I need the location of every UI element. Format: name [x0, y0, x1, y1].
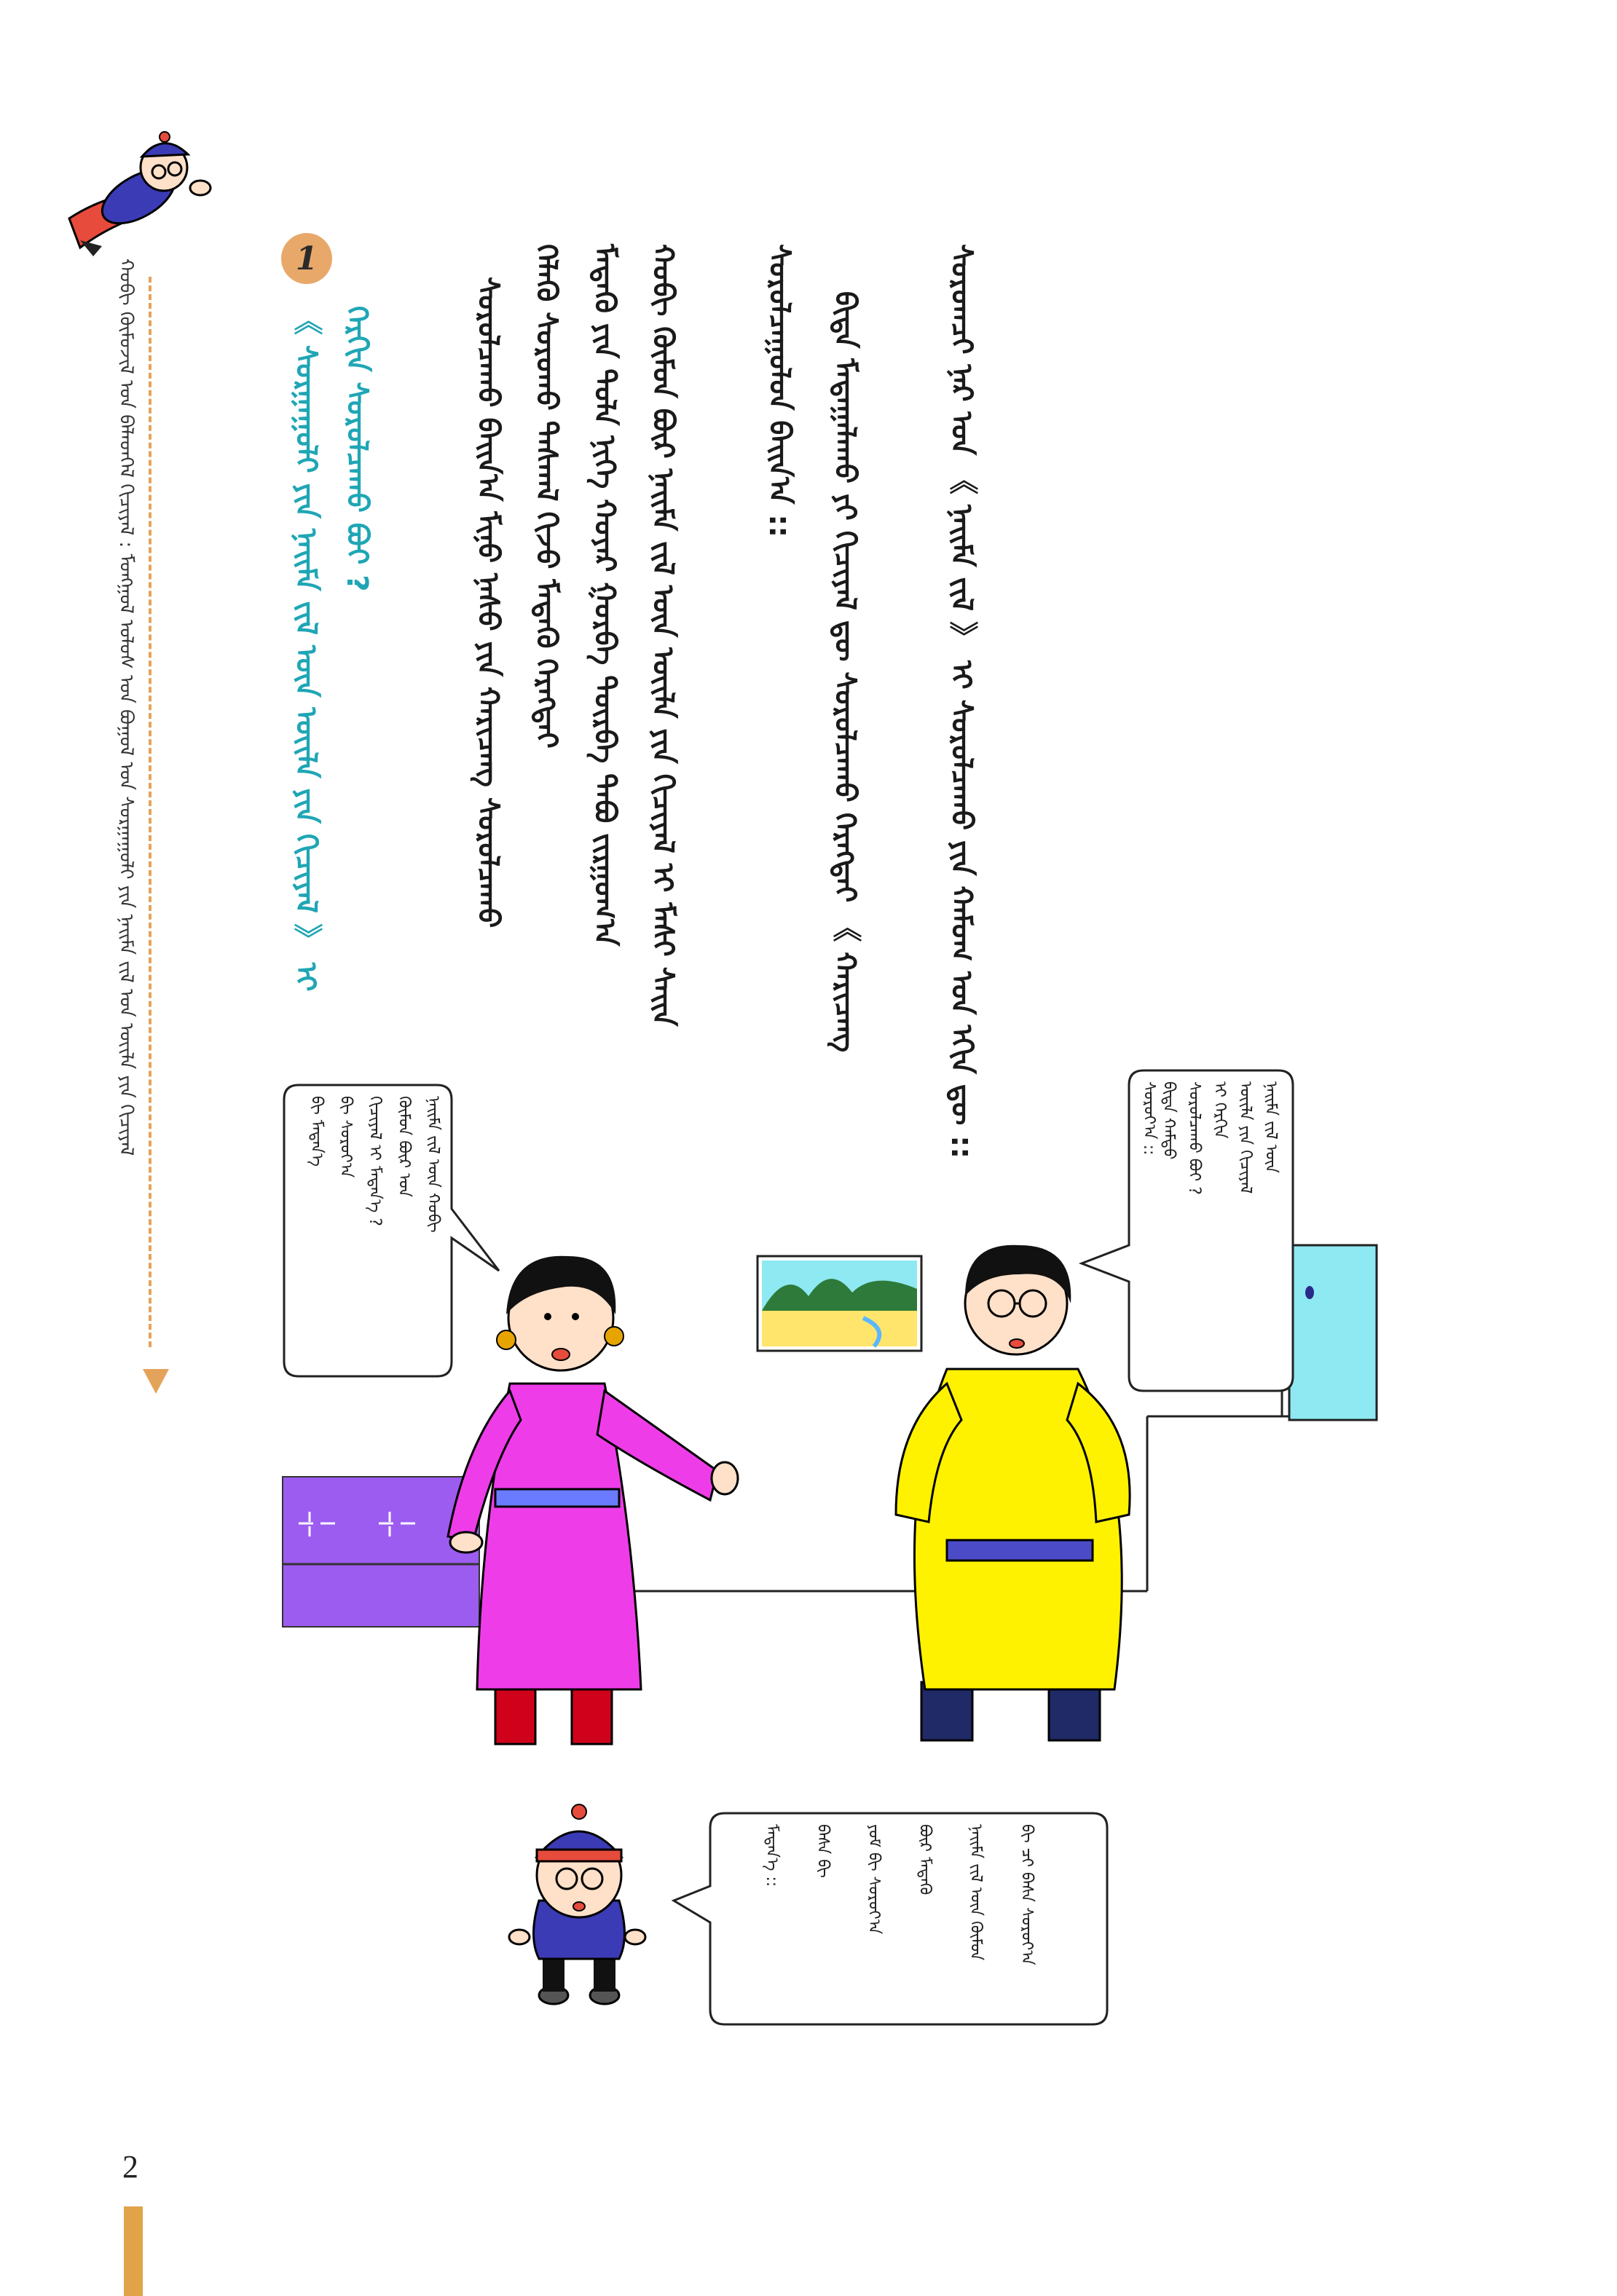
boy-bubble-line-2: ᠨᠠᠢᠮᠠ ᠵᠢᠯ ᠦᠨ ᠬᠦᠮᠦᠨ — [967, 1824, 985, 1961]
man-bubble-line-1: ᠨᠠᠢᠮᠠ ᠵᠢᠯ ᠦᠨ — [1262, 1081, 1280, 1174]
man-bubble-line-5: ᠪᠢᠳᠡ ᠬᠠᠮᠲᠤ — [1160, 1081, 1178, 1160]
door-icon — [1289, 1245, 1377, 1420]
page-number: 2 — [122, 2149, 138, 2185]
paragraph-line-1: ᠰᠤᠷᠤᠭᠴᠢ ᠨᠠᠷ ᠤᠨ 《 ᠨᠠᠢᠮᠠ ᠵᠢᠯ 》 ᠢ ᠰᠤᠷᠤᠯᠴᠠᠬᠤ ᠶᠢᠨ ᠬᠠᠮᠤᠭ ᠤᠨ ᠡᠬᠢᠨ ᠳᠦ :: — [945, 244, 978, 1159]
running-header: ᠬᠤᠪᠢ ᠬᠦᠮᠦᠵᠢᠯ ᠤᠨ ᠪᠡᠯᠡᠳᠬᠡᠯ ᠬᠢᠴᠢᠶᠡᠯ : ᠮᠣᠩᠭᠣᠯ ᠤᠯᠤᠰ ᠤᠨ ᠪᠤᠭᠤᠯ ᠤᠨ ᠰᠤᠷᠭᠠᠭᠤᠯᠢ ᠶᠢᠨ ᠨᠠᠢᠮᠠ ᠵᠢᠯ ᠤᠨ ᠦᠢᠯᠡ ᠶᠢᠨ ᠬᠢᠴᠢᠶᠡᠯ — [115, 259, 137, 1156]
paragraph-line-3: ᠰᠤᠷᠤᠯᠴᠠᠭᠤᠯᠤᠨ ᠪᠠᠢᠨ᠎ᠠ :: — [763, 244, 796, 538]
header-divider — [149, 277, 152, 1347]
section-heading-line-1: 《 ᠰᠤᠷᠭᠠᠭᠤᠯᠢ ᠶᠢᠨ ᠨᠠᠢᠮᠠ ᠵᠢᠯ ᠦᠨ ᠦᠢᠯᠡ ᠶᠢᠨ ᠬᠢᠴᠢᠶᠡᠯ 》 ᠢ — [289, 306, 323, 992]
paragraph-line-7: ᠰᠤᠷᠤᠯᠴᠠᠬᠤ ᠪᠠᠢᠨ᠎ᠠ ᠮᠢᠨᠦ ᠨᠠᠰᠤ ᠶᠢᠨ ᠬᠠᠷᠢᠴᠠᠩ ᠰᠤᠷᠤᠯᠴᠠᠬᠤ — [471, 277, 505, 928]
woman-bubble-line-3: ᠬᠢᠴᠢᠶᠡᠯ ᠢ ᠮᠡᠳᠡᠨ᠎ᠡ ? — [366, 1096, 384, 1226]
woman-bubble-line-5: ᠪᠢ ᠮᠡᠳᠡᠨ᠎ᠡ — [307, 1096, 326, 1167]
page-tab-marker — [124, 2206, 143, 2296]
boy-character-icon — [509, 1804, 645, 2004]
sofa-icon — [283, 1477, 479, 1627]
woman-character-icon — [448, 1256, 738, 1744]
woman-bubble-line-1: ᠨᠠᠢᠮᠠ ᠵᠢᠯ ᠦᠨ ᠬᠤᠪᠢ — [424, 1096, 442, 1233]
boy-bubble-line-5: ᠪᠠᠰᠠ ᠪᠢ — [814, 1824, 832, 1878]
boy-bubble-line-6: ᠮᠡᠳᠡᠨ᠎ᠡ :: — [763, 1824, 781, 1887]
man-character-icon — [896, 1245, 1130, 1740]
man-bubble-line-3: ᠢ ᠬᠡᠷᠬᠢᠨ — [1211, 1081, 1229, 1139]
speech-bubble-boy — [674, 1813, 1107, 2024]
section-heading-line-2: ᠬᠡᠷᠬᠢᠨ ᠰᠤᠷᠤᠯᠴᠠᠬᠤ ᠪᠤᠢ ? — [340, 306, 374, 592]
paragraph-line-6: ᠬᠡᠯᠡᠬᠦ ᠰᠤᠷᠤᠬᠤ ᠳᠠᠰᠬᠠᠯ ᠬᠢᠵᠦ ᠮᠡᠳᠡᠬᠦ ᠬᠡᠷᠡᠭᠲᠡᠢ — [530, 244, 563, 749]
paragraph-line-4: ᠬᠤᠪᠢ ᠬᠦᠮᠦᠨ ᠪᠦᠷ ᠨᠠᠢᠮᠠ ᠵᠢᠯ ᠦᠨ ᠦᠢᠯᠡ ᠶᠢᠨ ᠬᠢᠴᠢᠶᠡᠯ ᠢ ᠮᠠᠰᠢ ᠰᠠᠢᠨ — [646, 244, 680, 1027]
boy-bubble-line-1: ᠪᠢ ᠴᠢ ᠪᠠᠰᠠ ᠰᠤᠷᠤᠶ᠎ᠠ — [1018, 1824, 1036, 1965]
man-bubble-line-4: ᠰᠤᠷᠤᠯᠴᠠᠬᠤ ᠪᠤᠢ ? — [1185, 1081, 1203, 1195]
flying-mascot-icon — [69, 132, 211, 256]
triangle-marker-icon — [143, 1369, 169, 1394]
boy-bubble-line-4: ᠶᠤᠮ ᠪᠢ ᠰᠤᠷᠤᠶ᠎ᠠ — [865, 1824, 883, 1935]
boy-bubble-line-3: ᠪᠦᠷ ᠮᠡᠳᠡᠬᠦ — [916, 1824, 934, 1895]
paragraph-line-2: ᠪᠢᠳᠡ ᠮᠠᠲᠠᠭᠠᠯᠠᠬᠤ ᠶᠢ ᠬᠢᠴᠢᠶᠡᠯ ᠳᠦ ᠰᠤᠷᠤᠯᠴᠠᠬᠤ ᠬᠡᠷᠡᠭᠲᠡᠢ 《 ᠬᠠᠷᠢᠴᠠᠩ — [828, 291, 862, 1053]
wall-painting-icon — [758, 1256, 921, 1351]
man-bubble-line-6: ᠰᠤᠷᠤᠶ᠎ᠠ :: — [1140, 1081, 1158, 1156]
man-bubble-line-2: ᠦᠢᠯᠡ ᠶᠢᠨ ᠬᠢᠴᠢᠶᠡᠯ — [1236, 1081, 1254, 1194]
paragraph-line-5: ᠮᠡᠳᠡᠬᠦ ᠶᠢᠨ ᠲᠤᠯᠠ ᠨᠢᠭᠡ ᠬᠣᠶᠠᠷ ᠭᠤᠷᠪᠠ ᠳᠥᠷᠪᠡ ᠲᠠᠪᠤ ᠵᠢᠷᠭᠤᠭ᠎ᠠ — [588, 244, 621, 947]
section-number-badge: 1 — [281, 233, 332, 284]
woman-bubble-line-4: ᠪᠢ ᠰᠤᠷᠤᠶ᠎ᠠ — [337, 1096, 355, 1178]
woman-bubble-line-2: ᠬᠦᠮᠦᠨ ᠪᠦᠷ ᠤᠨ — [395, 1096, 413, 1197]
